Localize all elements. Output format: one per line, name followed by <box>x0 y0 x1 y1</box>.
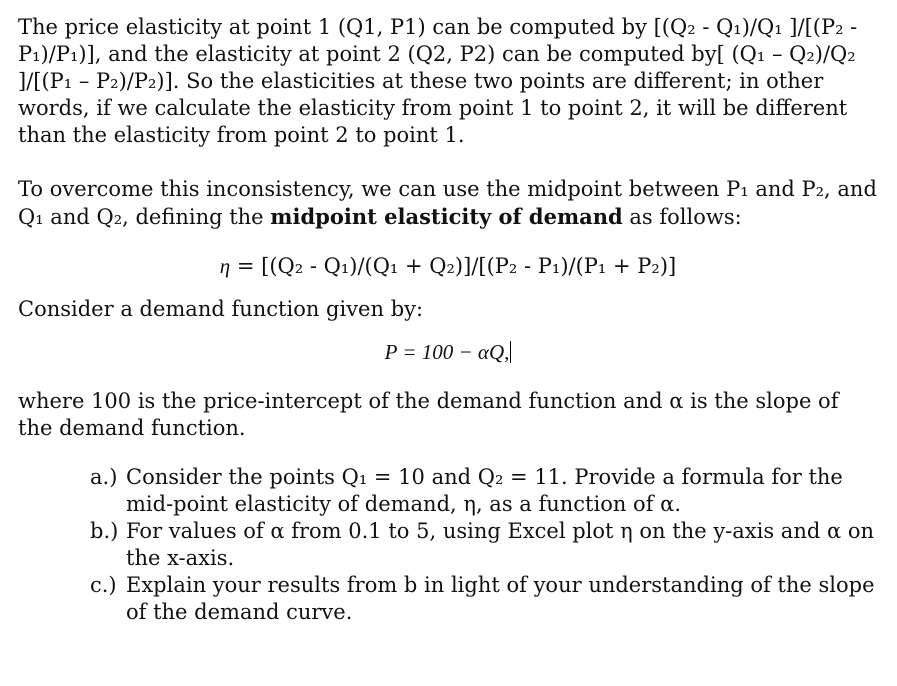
question-item-b <box>90 518 878 572</box>
paragraph-demand-explanation: where 100 is the price-intercept of the demand function and α is the slope of the demand function. <box>18 389 839 440</box>
question-text: Consider the points Q₁ = 10 and Q₂ = 11. Provide a formula for the mid-point elasticity of demand, η, as a function of α. <box>126 465 843 516</box>
formula-expression: = [(Q₂ - Q₁)/(Q₁ + Q₂)]/[(P₂ - P₁)/(P₁ + P₂)] <box>230 254 677 278</box>
question-text: Explain your results from b in light of your understanding of the slope of the demand curve. <box>126 573 875 624</box>
question-item-a <box>90 464 878 518</box>
list-marker: a.) <box>90 465 118 489</box>
spacer <box>18 323 878 339</box>
spacer <box>18 280 878 296</box>
question-list <box>90 464 878 626</box>
midpoint-formula <box>18 253 878 280</box>
midpoint-intro-text: To overcome this inconsistency, we can use the midpoint between P₁ and P₂, and Q₁ and Q₂, defining the <box>18 177 877 229</box>
spacer <box>18 366 878 388</box>
paragraph-point-elasticity: The price elasticity at point 1 (Q1, P1) can be computed by [(Q₂ - Q₁)/Q₁ ]/[(P₂ - P₁)/P₁)], and the elasticity at point 2 (Q2, P2) can be computed by[ (Q₁ – Q₂)/Q₂ ]/[(P₁ – P₂)/P₂)]. So the elasticities at these two points are different; in other words, if we calculate the elasticity from point 1 to point 2, it will be different than the elasticity from point 2 to point 1. <box>18 15 858 147</box>
spacer <box>18 231 878 253</box>
paragraph-demand-intro: Consider a demand function given by: <box>18 297 424 321</box>
question-text: For values of α from 0.1 to 5, using Excel plot η on the y-axis and α on the x-axis. <box>126 519 874 570</box>
spacer <box>18 149 878 176</box>
formula-eta: η <box>219 254 231 278</box>
midpoint-term-bold: midpoint elasticity of demand <box>270 204 623 229</box>
text-cursor <box>510 341 511 363</box>
list-marker: b.) <box>90 519 119 543</box>
spacer <box>18 442 878 464</box>
paragraph-midpoint-intro <box>18 176 878 231</box>
list-marker: c.) <box>90 573 117 597</box>
demand-equation-text: P = 100 − αQ, <box>384 340 510 364</box>
demand-equation <box>18 339 878 366</box>
question-item-c <box>90 572 878 626</box>
midpoint-intro-tail: as follows: <box>622 205 742 229</box>
document-body <box>18 14 878 626</box>
